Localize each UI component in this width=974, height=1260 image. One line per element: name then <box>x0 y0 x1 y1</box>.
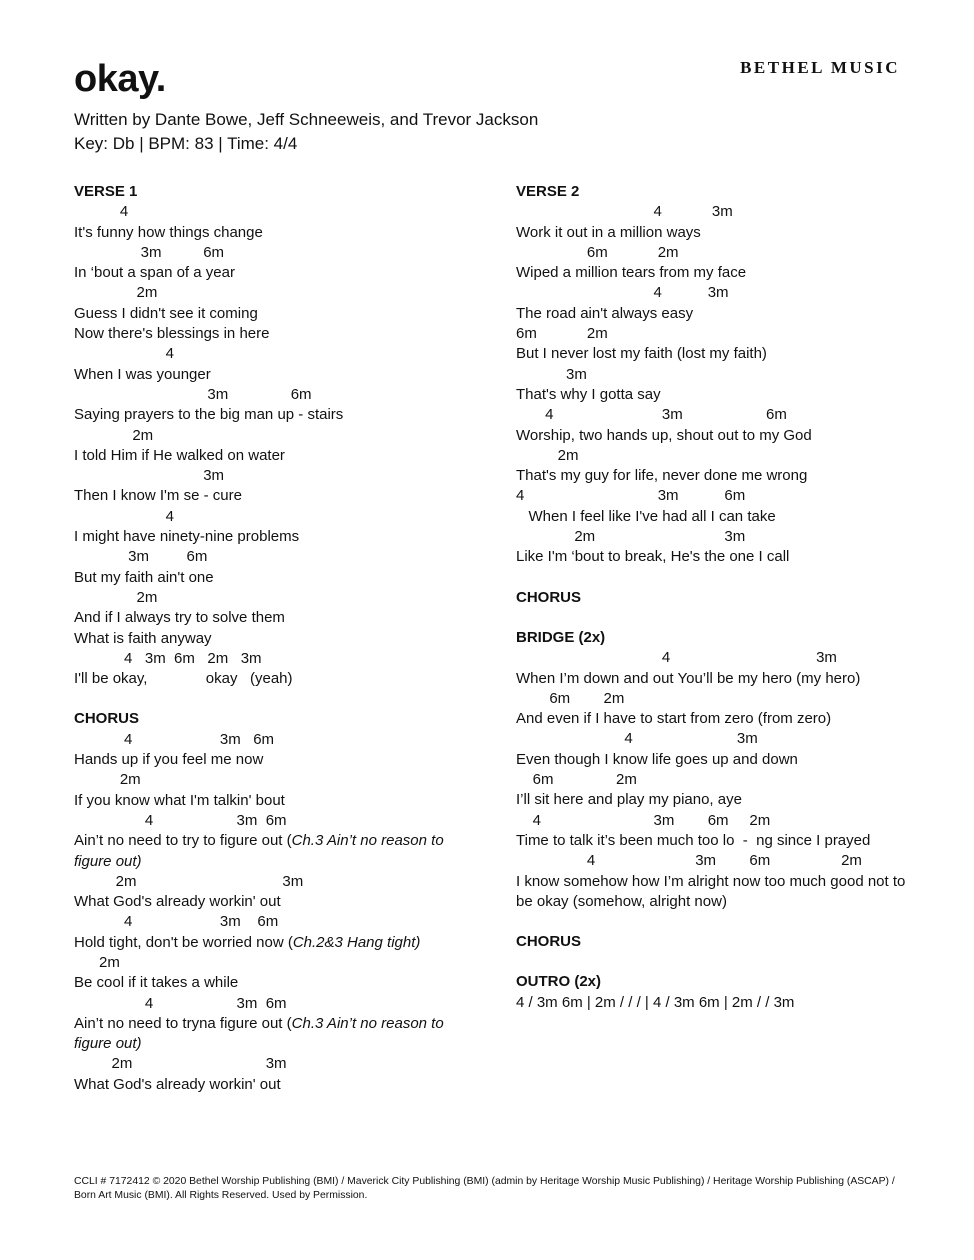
lyric-line <box>516 344 906 364</box>
chord-line: 3m 6m <box>74 385 312 403</box>
chord-line: 2m <box>74 771 141 789</box>
chord-line: 3m <box>74 467 225 485</box>
writers-credit: Written by Dante Bowe, Jeff Schneeweis, and Trevor Jackson <box>74 110 539 129</box>
lyric-line <box>516 466 906 486</box>
chord-line: 4 3m 6m <box>516 487 746 505</box>
publisher-logo: BETHEL MUSIC <box>740 58 900 77</box>
lyric-text: That's why I gotta say <box>516 385 661 403</box>
lyric-line <box>516 750 906 770</box>
lyric-line <box>516 790 906 810</box>
chord-line: 4 <box>74 345 175 363</box>
lyric-line <box>74 486 469 506</box>
lyric-text: Worship, two hands up, shout out to my God <box>516 426 812 444</box>
lyric-line <box>74 527 469 547</box>
lyric-line <box>74 933 469 953</box>
lyric-text: In ‘bout a span of a year <box>74 264 235 282</box>
lyric-text: If you know what I'm talkin' bout <box>74 791 285 809</box>
lyric-text: Even though I know life goes up and down <box>516 750 798 768</box>
lyric-text: Now there's blessings in here <box>74 325 270 343</box>
chord-line: 2m 3m <box>516 528 746 546</box>
section-heading: CHORUS <box>74 710 140 728</box>
lyric-text: What God's already workin' out <box>74 1075 281 1093</box>
chord-line: 4 3m <box>516 203 733 221</box>
lyric-text: The road ain't always easy <box>516 304 694 322</box>
lyric-text: Hold tight, don't be worried now ( <box>74 933 293 951</box>
chord-line: 4 3m 6m <box>516 406 787 424</box>
lyric-line <box>74 1014 469 1055</box>
lyric-text: And even if I have to start from zero (from zero) <box>516 710 832 728</box>
lyric-line <box>74 324 469 344</box>
lyric-text: What God's already workin' out <box>74 893 281 911</box>
lyric-line <box>74 831 469 872</box>
lyric-text: And if I always try to solve them <box>74 609 285 627</box>
lyric-text: I'll be okay, okay (yeah) <box>74 670 293 688</box>
chord-line: 3m <box>516 365 587 383</box>
copyright-footer: CCLI # 7172412 © 2020 Bethel Worship Publishing (BMI) / Maverick City Publishing (BMI) (admin by Heritage Worship Music Publishing) / Heritage Worship Publishing (ASCAP) / Born Art Music (BMI). All Rights Reserved. Used by Permission. <box>74 1176 895 1201</box>
lyric-line <box>74 263 469 283</box>
lyric-line <box>516 547 906 567</box>
lyric-text: Time to talk it’s been much too lo - ng since I prayed <box>516 831 871 849</box>
chord-line: 2m 3m <box>74 872 304 890</box>
lyric-line <box>516 669 906 689</box>
lyric-line <box>516 709 906 729</box>
lyric-text: Then I know I'm se - cure <box>74 487 242 505</box>
lyric-text: But I never lost my faith (lost my faith) <box>516 345 767 363</box>
chorus-variation-note: Ch.3 Ain’t no reason to figure out) <box>74 832 448 870</box>
lyric-line <box>516 263 906 283</box>
chord-line: 2m <box>74 953 120 971</box>
section-chorus <box>74 709 469 1095</box>
lyric-text: 4 / 3m 6m | 2m / / / | 4 / 3m 6m | 2m / / 3m <box>516 993 795 1011</box>
section-heading: CHORUS <box>516 588 582 606</box>
chord-line: 4 3m 6m <box>74 913 279 931</box>
chord-line: 4 3m <box>516 649 837 667</box>
chord-line: 4 3m 6m <box>74 730 275 748</box>
lyric-line <box>74 446 469 466</box>
chorus-variation-note: Ch.2&3 Hang tight) <box>292 933 421 951</box>
chord-line: 2m 3m <box>74 1055 287 1073</box>
section-heading: CHORUS <box>516 933 582 951</box>
chord-line: 4 3m 6m <box>74 994 287 1012</box>
chord-line: 6m 2m <box>516 325 608 343</box>
lyric-line <box>516 304 906 324</box>
lyric-line <box>74 892 469 912</box>
lyric-line <box>516 507 906 527</box>
chord-line: 6m 2m <box>516 771 637 789</box>
lyric-line <box>74 1075 469 1095</box>
section-outro-2x <box>516 972 906 1013</box>
song-title: okay. <box>74 58 166 100</box>
section-heading: OUTRO (2x) <box>516 973 602 991</box>
lyric-text: When I feel like I've had all I can take <box>516 507 776 525</box>
section-chorus <box>516 932 906 952</box>
chord-line: 4 3m <box>516 284 729 302</box>
lyric-text: When I was younger <box>74 365 211 383</box>
lyric-text: Ain’t no need to tryna figure out ( <box>74 1014 292 1032</box>
chord-line: 3m 6m <box>74 548 208 566</box>
lyric-text: What is faith anyway <box>74 629 212 647</box>
lyric-text: Guess I didn't see it coming <box>74 304 258 322</box>
section-verse-2 <box>516 182 906 568</box>
chord-line: 4 3m 6m 2m <box>516 852 862 870</box>
lyric-line <box>516 993 906 1013</box>
lyric-line <box>516 426 906 446</box>
lyric-line <box>516 831 906 851</box>
chord-line: 2m <box>516 446 579 464</box>
lyric-line <box>74 791 469 811</box>
lyric-line <box>74 304 469 324</box>
lyric-line <box>74 405 469 425</box>
song-meta: Key: Db | BPM: 83 | Time: 4/4 <box>74 134 298 153</box>
lyric-line <box>74 973 469 993</box>
lyric-text: I might have ninety-nine problems <box>74 528 300 546</box>
right-column <box>516 182 910 1033</box>
chord-line: 4 3m 6m 2m <box>516 811 771 829</box>
lyric-text: Wiped a million tears from my face <box>516 264 747 282</box>
section-verse-1 <box>74 182 469 689</box>
section-heading: VERSE 2 <box>516 183 580 200</box>
chord-line: 4 3m 6m 2m 3m <box>74 649 262 667</box>
chord-line: 4 3m <box>516 730 758 748</box>
lyric-line <box>74 365 469 385</box>
chord-line: 6m 2m <box>516 689 625 707</box>
lyric-line <box>74 608 469 628</box>
left-column <box>74 182 469 1115</box>
section-heading: VERSE 1 <box>74 183 138 200</box>
lyric-text: Hands up if you feel me now <box>74 751 264 769</box>
chord-line: 6m 2m <box>516 243 679 261</box>
chord-line: 2m <box>74 284 158 302</box>
section-bridge-2x <box>516 628 910 912</box>
lyric-text: Like I'm ‘bout to break, He's the one I call <box>516 548 790 566</box>
lyric-line <box>516 385 906 405</box>
lyric-line <box>74 669 469 689</box>
lyric-text: I’ll sit here and play my piano, aye <box>516 791 742 809</box>
chorus-variation-note: Ch.3 Ain’t no reason to figure out) <box>74 1014 448 1053</box>
chord-line: 4 3m 6m <box>74 811 287 829</box>
lyric-line <box>516 872 910 913</box>
lyric-text: I told Him if He walked on water <box>74 446 285 464</box>
lyric-text: But my faith ain't one <box>74 568 214 586</box>
lyric-line <box>74 629 469 649</box>
lyric-text: Ain’t no need to try to figure out ( <box>74 832 292 850</box>
lyric-line <box>516 223 906 243</box>
lyric-text: Be cool if it takes a while <box>74 974 239 992</box>
chord-line: 2m <box>74 588 158 606</box>
lyric-text: That's my guy for life, never done me wrong <box>516 467 808 485</box>
section-chorus <box>516 588 906 608</box>
lyric-text: When I’m down and out You’ll be my hero (my hero) <box>516 669 861 687</box>
lyric-line <box>74 568 469 588</box>
lyric-text: Work it out in a million ways <box>516 223 701 241</box>
chord-line: 3m 6m <box>74 243 225 261</box>
lyric-line <box>74 223 469 243</box>
chord-line: 4 <box>74 203 129 221</box>
chord-line: 2m <box>74 426 154 444</box>
lyric-text: Saying prayers to the big man up - stairs <box>74 406 344 424</box>
chord-line: 4 <box>74 507 175 525</box>
section-heading: BRIDGE (2x) <box>516 628 606 646</box>
lyric-text: It's funny how things change <box>74 223 263 241</box>
lyric-line <box>74 750 469 770</box>
lyric-text: I know somehow how I’m alright now too much good not to be okay (somehow, alright now) <box>516 872 910 910</box>
